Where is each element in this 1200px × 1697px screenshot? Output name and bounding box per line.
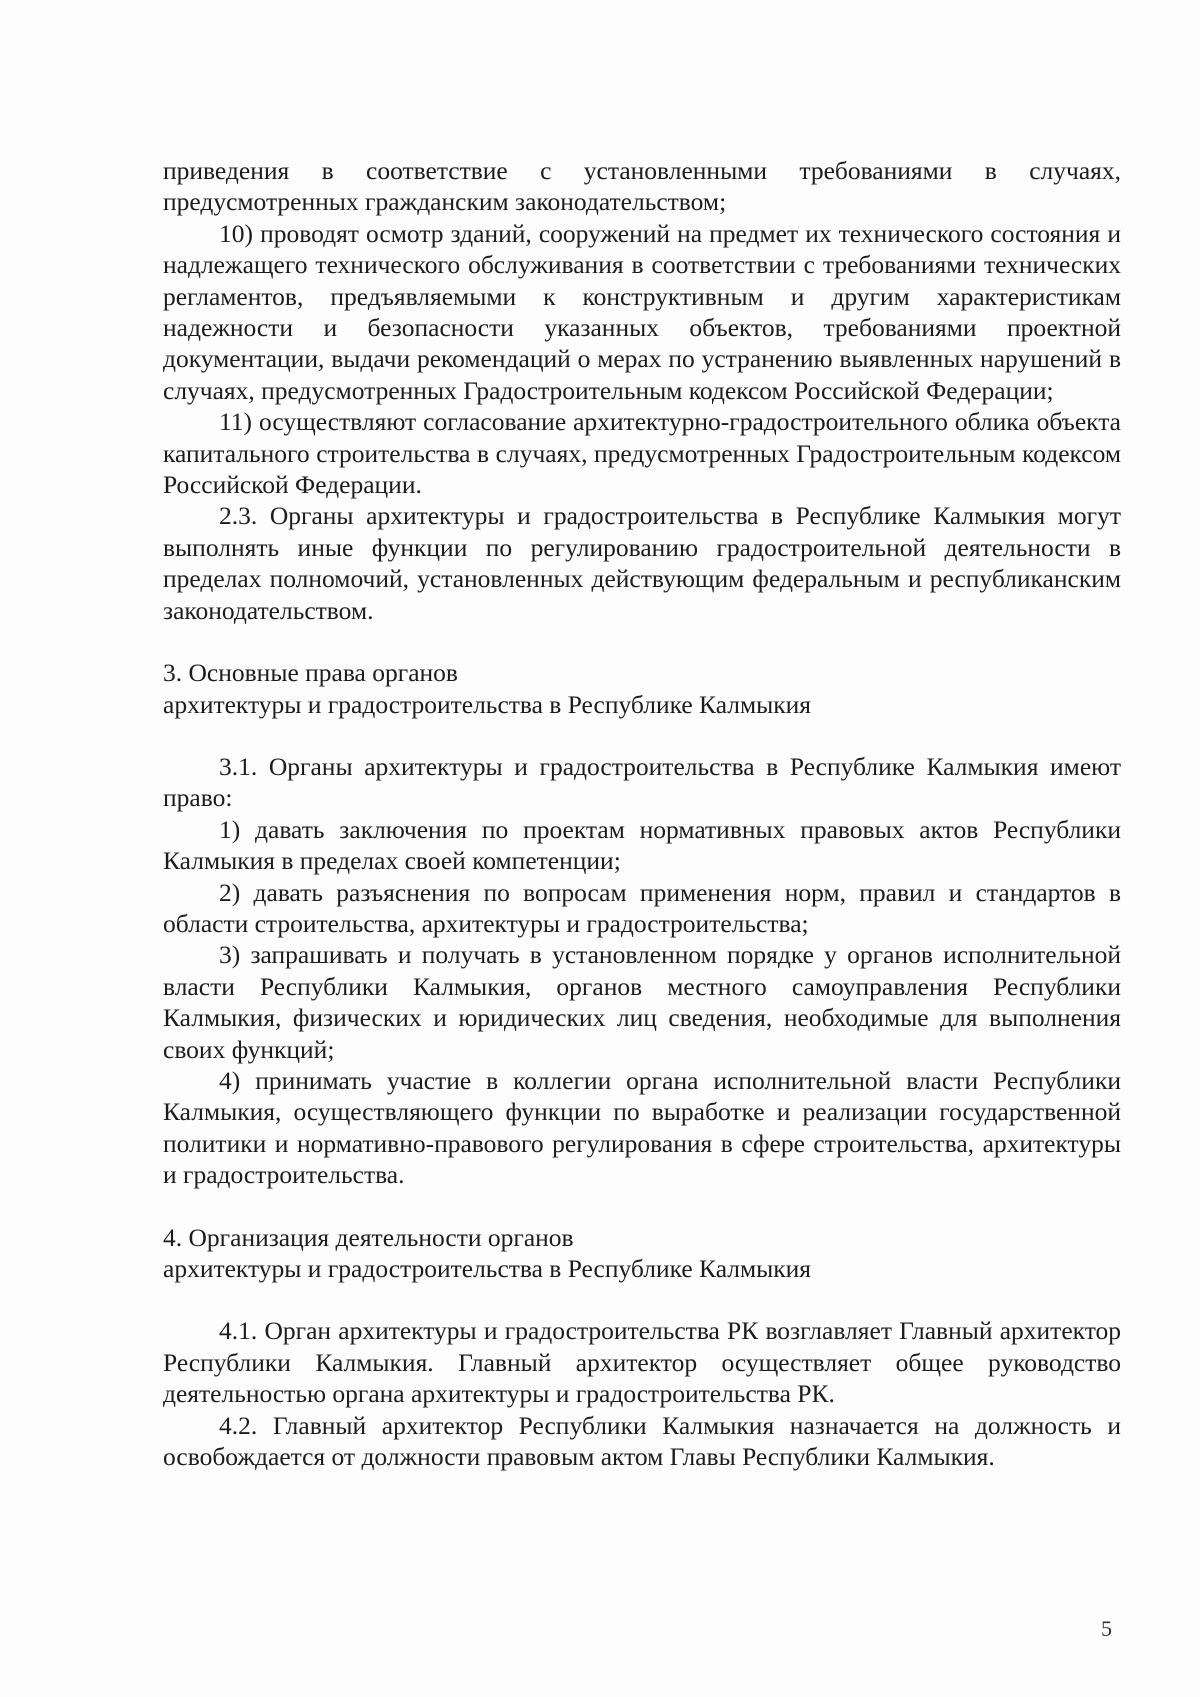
paragraph-2-3: 2.3. Органы архитектуры и градостроительства в Республике Калмыкия могут выполнять иные функции по регулированию градостроительной деятельности в пределах полномочий, установленных действующим федеральным и республиканским законодательством. [163,501,1121,625]
paragraph-item-11: 11) осуществляют согласование архитектурно-градостроительного облика объекта капитального строительства в случаях, предусмотренных Градостроительным кодексом Российской Федерации. [163,407,1121,500]
paragraph-continuation: приведения в соответствие с установленными требованиями в случаях, предусмотренных гражданским законодательством; [163,156,1121,217]
section-3-heading-line-1: 3. Основные права органов [163,658,458,688]
paragraph-3-1-item-3: 3) запрашивать и получать в установленном порядке у органов исполнительной власти Республики Калмыкия, органов местного самоуправления Республики Калмыкия, физических и юридических лиц сведения, необходимые для выполнения своих функций; [163,940,1121,1064]
paragraph-3-1-item-1: 1) давать заключения по проектам нормативных правовых актов Республики Калмыкия в пределах своей компетенции; [163,814,1121,876]
paragraph-3-1: 3.1. Органы архитектуры и градостроительства в Республике Калмыкия имеют право: [163,751,1121,813]
page-number: 5 [1101,1616,1112,1641]
paragraph-3-1-item-2: 2) давать разъяснения по вопросам применения норм, правил и стандартов в области строительства, архитектуры и градостроительства; [163,877,1121,938]
document-body [163,155,1121,1472]
section-4-heading-line-1: 4. Организация деятельности органов [163,1222,574,1252]
paragraph-4-1: 4.1. Орган архитектуры и градостроительства РК возглавляет Главный архитектор Республики Калмыкия. Главный архитектор осуществляет общее руководство деятельностью органа архитектуры и градостроительства РК. [163,1316,1121,1409]
section-4-heading-line-2: архитектуры и градостроительства в Республике Калмыкия [163,1254,812,1283]
paragraph-item-10: 10) проводят осмотр зданий, сооружений на предмет их технического состояния и надлежащего технического обслуживания в соответствии с требованиями технических регламентов, предъявляемыми к конструктивным и другим характеристикам надежности и безопасности указанных объектов, требованиями проектной документации, выдачи рекомендаций о мерах по устранению выявленных нарушений в случаях, предусмотренных Градостроительным кодексом Российской Федерации; [163,218,1121,405]
section-3-heading-line-2: архитектуры и градостроительства в Республике Калмыкия [163,689,812,719]
paragraph-3-1-item-4: 4) принимать участие в коллегии органа исполнительной власти Республики Калмыкия, осуществляющего функции по выработке и реализации государственной политики и нормативно-правового регулирования в сфере строительства, архитектуры и градостроительства. [163,1065,1121,1190]
paragraph-4-2: 4.2. Главный архитектор Республики Калмыкия назначается на должность и освобождается от должности правовым актом Главы Республики Калмыкия. [163,1410,1121,1472]
